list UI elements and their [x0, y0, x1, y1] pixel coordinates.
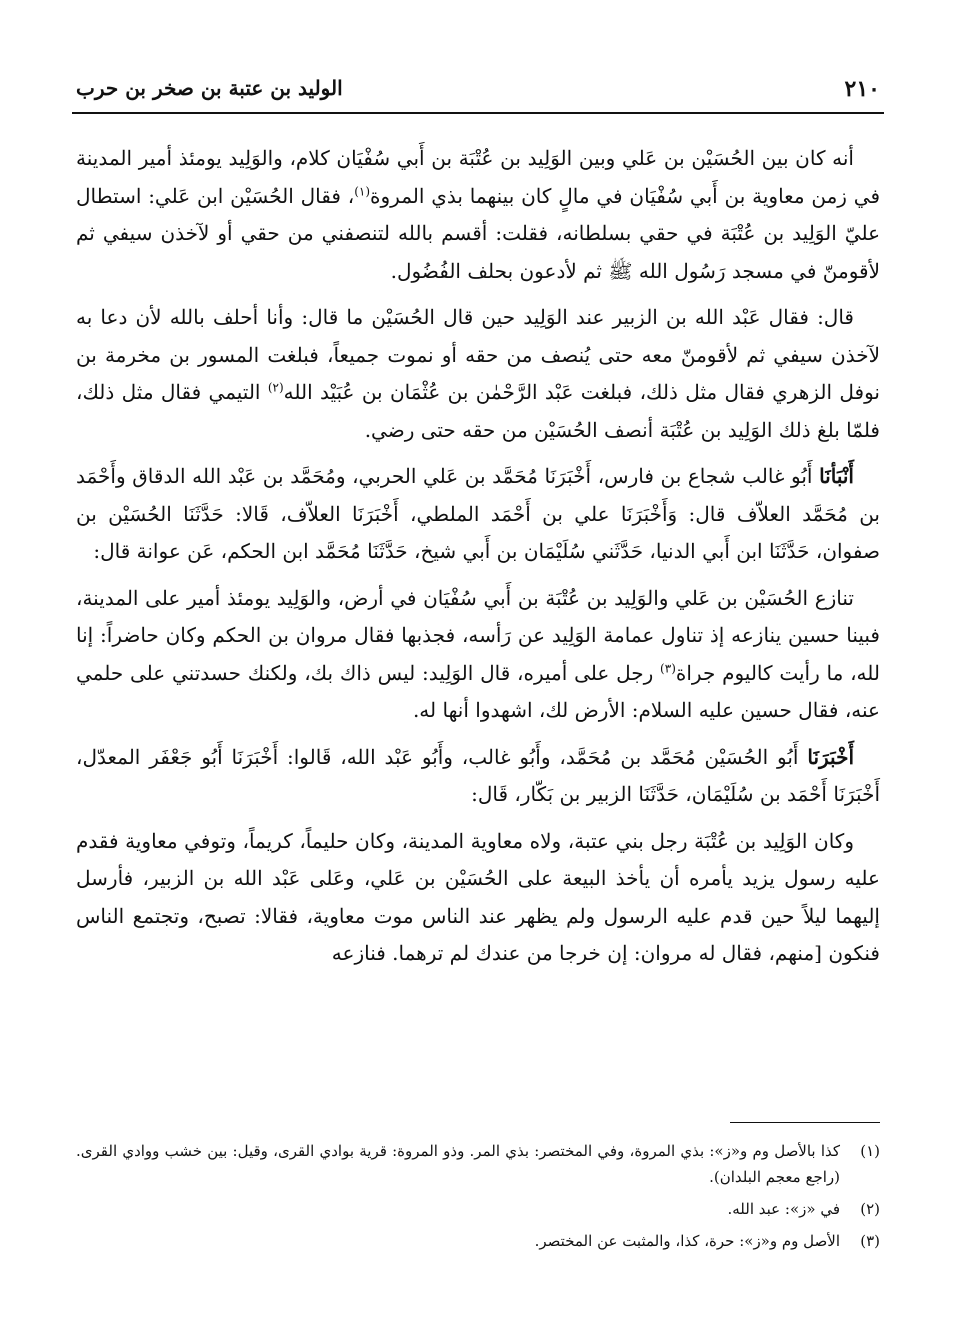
isnad-lead-word: أَنْبَأنَا	[819, 464, 854, 488]
footnote-ref: (٢)	[267, 380, 284, 395]
paragraph: أَنْبَأنَا أَبُو غالب شجاع بن فارس، أَخْبَرَنَا مُحَمَّد بن عَلي الحربي، ومُحَمَّد بن عَبْد الله الدقاق وأَحْمَد بن مُحَمَّد العلاّف قال: وَأَخْبَرَنَا علي بن أَحْمَد الملطي، أَخْبَرَنَا العلاّف، قَالا: حَدَّثَنَا الحُسَيْن بن صفوان، حَدَّثَنَا ابن أَبي الدنيا، حَدَّثَني سُلَيْمَان بن أَبي شيخ، حَدَّثَنَا مُحَمَّد ابن الحكم، عَن عوانة قال:	[76, 464, 880, 563]
footnote-ref: (١)	[354, 183, 371, 198]
footnote-separator	[730, 1122, 880, 1123]
paragraph: قال: فقال عَبْد الله بن الزبير عند الوَلِيد حين قال الحُسَيْن ما قال: وأنا أحلف بالله لأن دعا به لآخذن سيفي ثم لأقومنّ معه حتى يُنصف من حقه أو نموت جميعاً، فبلغت المسور بن مخرمة بن نوفل الزهري فقال مثل ذلك، فبلغت عَبْد الرَّحْمٰن بن عُثْمَان بن عُبَيْد الله$^{(٢)}$ التيمي فقال مثل ذلك، فلمّا بلغ ذلك الوَلِيد بن عُتْبَة أنصف الحُسَيْن من حقه حتى رضي.	[76, 305, 880, 442]
page-header	[72, 70, 884, 114]
paragraph: أَخْبَرَنَا أَبُو الحُسَيْن مُحَمَّد بن مُحَمَّد، وأَبُو غالب، وأَبُو عَبْد الله، قَالوا: أَخْبَرَنَا أَبُو جَعْفَر المعدّل، أَخْبَرَنَا أَحْمَد بن سُلَيْمَان، حَدَّثَنَا الزبير بن بَكّار، قَال:	[76, 744, 880, 806]
footnote-ref: (٣)	[660, 660, 676, 675]
footnote: (٣) الأصل وم و«ز»: حرة، كذا، والمثبت عن المختصر.	[76, 1228, 880, 1254]
page-number: ٢١٠	[844, 76, 880, 102]
footnote-number: (١)	[860, 1142, 880, 1160]
footnotes	[76, 1138, 880, 1260]
paragraph: تنازع الحُسَيْن بن عَلي والوَلِيد بن عُتْبَة بن أَبي سُفْيَان في أرض، والوَلِيد يومئذ أمير على المدينة، فبينا حسين ينازعه إذ تناول عمامة الوَلِيد عن رَأسه، فجذبها فقال مروان بن الحكم وكان حاضراً: إنا لله، ما رأيت كاليوم جراة$^{(٣)}$ رجل على أميره، قال الوَلِيد: ليس ذاك بك، ولكنك حسدتني على حلمي عنه، فقال حسين عليه السلام: الأرض لك، اشهدوا أنها له.	[76, 585, 880, 722]
footnote-number: (٢)	[860, 1200, 880, 1218]
footnote: (١) كذا بالأصل وم و«ز»: بذي المروة، وفي المختصر: بذي المر. وذو المروة: قرية بوادي القرى، وقيل: بين خشب ووادي القرى. (راجع معجم البلدان).	[76, 1138, 880, 1190]
footnote: (٢) في «ز»: عبد الله.	[76, 1196, 880, 1222]
running-title: الوليد بن عتبة بن صخر بن حرب	[76, 76, 343, 100]
isnad-lead-word: أَخْبَرَنَا	[807, 744, 854, 769]
paragraph: أنه كان بين الحُسَيْن بن عَلي وبين الوَلِيد بن عُتْبَة بن أَبي سُفْيَان كلام، والوَلِيد يومئذ أمير المدينة في زمن معاوية بن أَبي سُفْيَان في مالٍ كان بينهما بذي المروة$^{(١)}$، فقال الحُسَيْن ابن عَلي: استطال عليّ الوَلِيد بن عُتْبَة في حقي بسلطانه، فقلت: أقسم بالله لتنصفني من حقي أو لآخذن سيفي ثم لأقومنّ في مسجد رَسُول الله ﷺ ثم لأدعون بحلف الفُضُول.	[76, 146, 881, 283]
main-text	[76, 140, 880, 982]
footnote-number: (٣)	[860, 1232, 880, 1250]
paragraph: وكان الوَلِيد بن عُتْبَة رجل بني عتبة، ولاه معاوية المدينة، وكان حليماً، كريماً، وتوفي معاوية فقدم عليه رسول يزيد يأمره أن يأخذ البيعة على الحُسَيْن بن عَلي، وعَلى عَبْد الله بن الزبير، فأرسل إليهما ليلاً حين قدم عليه الرسول ولم يظهر عند الناس موت معاوية، فقالا: تصبح، وتجتمع الناس فنكون [منهم، فقال له مروان: إن خرجا من عندك لم ترهما. فنازعه	[76, 828, 880, 965]
